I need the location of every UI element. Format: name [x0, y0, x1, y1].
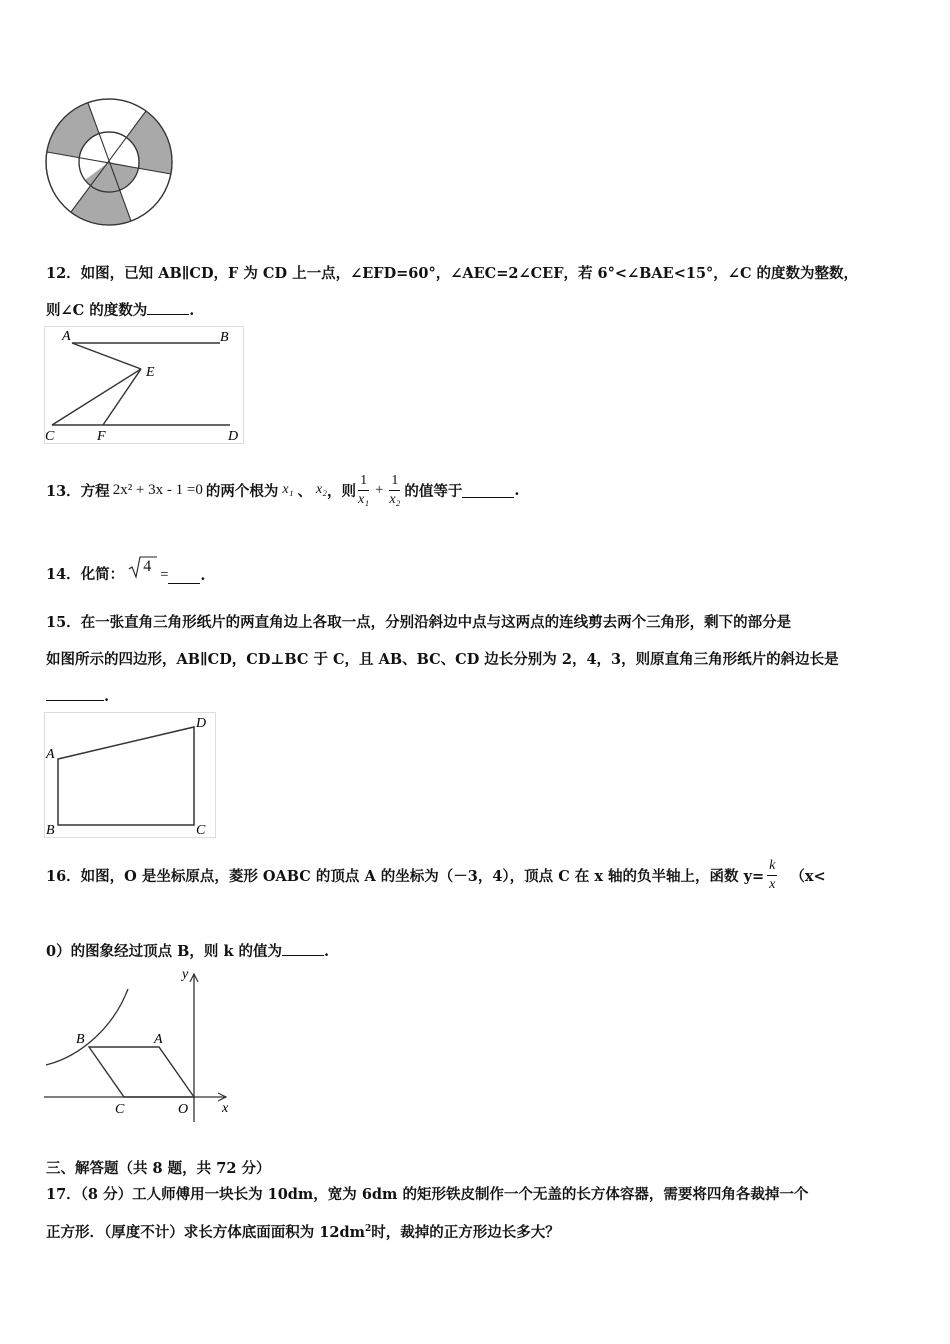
q16-line1-end: （x< [790, 867, 826, 885]
q16-figure [42, 964, 238, 1122]
q13-suffix: 的值等于 [404, 482, 463, 500]
q12-label-F: F [97, 429, 106, 444]
shaded-circle-figure [40, 94, 180, 228]
q17-line2 [46, 1221, 560, 1242]
q16-label-B: B [76, 1032, 85, 1047]
q15-label-C: C [196, 823, 206, 838]
section3-title: 三、解答题（共 8 题，共 72 分） [46, 1160, 271, 1177]
q15-figure [44, 712, 216, 838]
q14-line [46, 552, 205, 584]
q14-eq: = [160, 567, 169, 583]
q17-superscript: 2 [364, 1224, 372, 1235]
q13-sep: 、 [297, 482, 312, 500]
q16-fraction [767, 857, 777, 894]
q16-line2-text: 0）的图象经过顶点 B，则 k 的值为 [46, 943, 283, 960]
q14-prefix: 14．化简： [46, 566, 125, 583]
q14-sqrt [128, 554, 158, 580]
q12-line2 [46, 299, 194, 320]
q14-answer-blank [168, 569, 200, 584]
q15-label-A: A [46, 747, 55, 762]
q12-answer-blank [147, 300, 189, 315]
q13-equation: 2x² + 3x - 1 =0 [112, 481, 203, 498]
q12-label-A: A [62, 329, 71, 344]
q14-radicand: 4 [143, 558, 152, 575]
q13-frac1-den: x₁ [358, 491, 370, 507]
q12-label-B: B [220, 330, 229, 345]
q13-middle: 的两个根为 [205, 482, 279, 500]
q16-frac-num: k [767, 857, 777, 876]
q17-line2-end: 时，裁掉的正方形边长多大？ [371, 1224, 560, 1241]
q13-fraction-1 [358, 472, 369, 509]
q13-x2: x₂ [315, 482, 328, 497]
q16-line2-end: . [324, 943, 330, 960]
q13-fraction-2 [389, 472, 400, 509]
q16-label-O: O [178, 1102, 189, 1117]
q13-frac2-den: x₂ [389, 491, 401, 507]
q13-x1: x₁ [282, 482, 294, 497]
q16-label-C: C [115, 1102, 125, 1117]
q12-line2-end: . [189, 302, 195, 319]
q12-line2-text: 则∠C 的度数为 [46, 302, 148, 319]
q15-answer-blank [46, 686, 104, 701]
q12-line1: 12．如图，已知 AB∥CD，F 为 CD 上一点，∠EFD=60°，∠AEC=2∠CEF，若 6°<∠BAE<15°，∠C 的度数为整数， [46, 265, 859, 282]
q15-line1: 15．在一张直角三角形纸片的两直角边上各取一点，分别沿斜边中点与这两点的连线剪去两个三角形，剩下的部分是 [46, 614, 792, 631]
q16-line1-text: 16．如图，O 是坐标原点，菱形 OABC 的顶点 A 的坐标为（－3，4），顶点 C 在 x 轴的负半轴上，函数 y= [46, 867, 765, 885]
q12-label-C: C [45, 429, 55, 444]
q16-label-x: x [222, 1101, 229, 1116]
q15-label-D: D [196, 716, 207, 731]
q16-answer-blank [282, 941, 324, 956]
q17-line2-text: 正方形．（厚度不计）求长方体底面面积为 12dm [46, 1224, 365, 1241]
q13-line [46, 466, 519, 514]
q15-line3 [46, 686, 109, 705]
q12-label-D: D [228, 429, 239, 444]
q15-line3-end: . [104, 688, 110, 705]
q15-label-B: B [46, 823, 55, 838]
q14-end: . [200, 567, 206, 584]
q13-plus: + [375, 481, 384, 498]
q16-frac-den: x [769, 876, 776, 892]
q16-line1 [46, 852, 826, 898]
q12-figure [44, 326, 244, 444]
q13-frac1-num: 1 [358, 472, 369, 491]
q16-label-y: y [182, 967, 189, 982]
q12-label-E: E [146, 365, 155, 380]
q13-frac2-num: 1 [389, 472, 400, 491]
q13-answer-blank [462, 483, 514, 498]
q17-line1: 17．（8 分）工人师傅用一块长为 10dm，宽为 6dm 的矩形铁皮制作一个无盖的长方体容器，需要将四角各裁掉一个 [46, 1186, 809, 1203]
q16-line2 [46, 940, 329, 961]
q13-then: ，则 [327, 482, 357, 500]
q13-prefix: 13．方程 [46, 482, 110, 500]
q13-end: . [514, 481, 520, 499]
q15-line2: 如图所示的四边形，AB∥CD，CD⊥BC 于 C，且 AB、BC、CD 边长分别为 2，4，3，则原直角三角形纸片的斜边长是 [46, 651, 839, 668]
q16-label-A: A [154, 1032, 163, 1047]
